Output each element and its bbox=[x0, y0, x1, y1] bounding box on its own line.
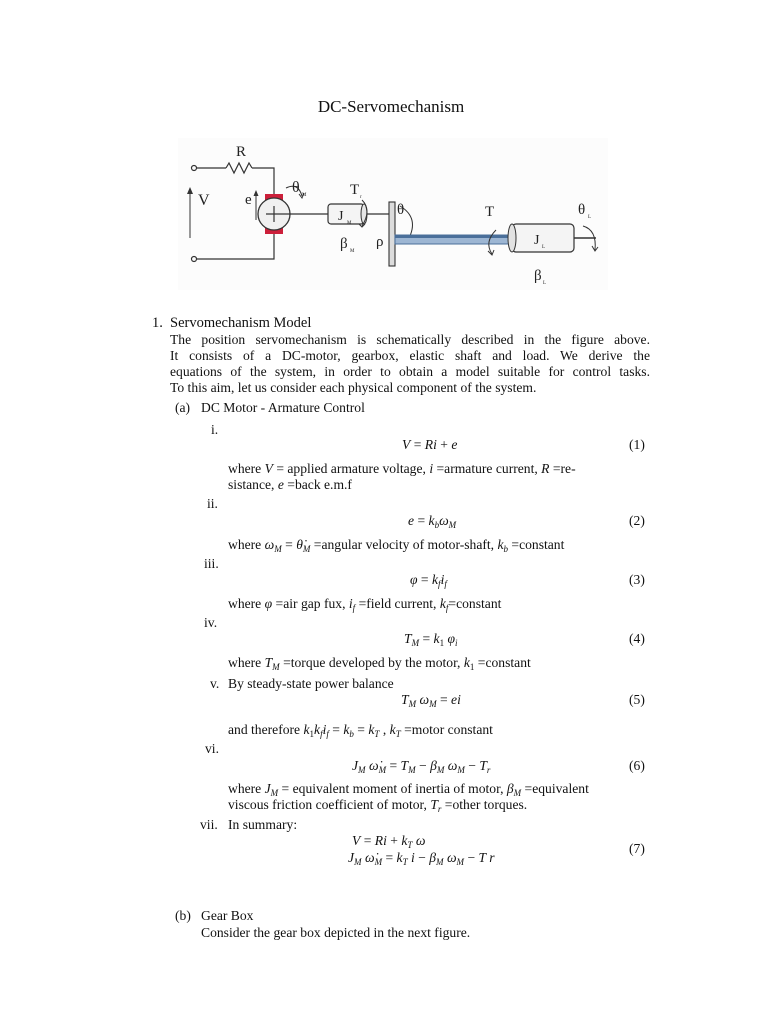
motor-inertia bbox=[328, 204, 364, 224]
item-v: v. bbox=[210, 676, 220, 691]
label-rho: ρ bbox=[376, 234, 384, 250]
label-v: V bbox=[198, 192, 210, 209]
paragraph-line-3: equations of the system, in order to obtain a model suitable for control tasks. bbox=[170, 364, 650, 379]
equation-7a: $V = Ri + k_T$ ω bbox=[352, 833, 426, 850]
eq1-where-line-2: sistance, e =back e.m.f bbox=[228, 477, 352, 492]
equation-number-6: (6) bbox=[629, 758, 645, 773]
svg-text:M: M bbox=[350, 249, 355, 254]
label-theta-m: θ bbox=[292, 179, 300, 196]
svg-text:M: M bbox=[347, 221, 352, 226]
equation-1: V = Ri + e bbox=[402, 437, 458, 452]
subsection-a-title: DC Motor - Armature Control bbox=[201, 400, 365, 415]
subsection-b-title: Gear Box bbox=[201, 908, 254, 923]
svg-text:L: L bbox=[542, 245, 546, 250]
equation-number-7: (7) bbox=[629, 841, 645, 856]
equation-7b: $J_M$ $\omegȧ_M = k_T$ $i - \beta_M$ $\omega_M - T$ r bbox=[348, 850, 495, 867]
svg-text:M: M bbox=[302, 193, 307, 198]
paragraph-line-4: To this aim, let us consider each physical component of the system. bbox=[170, 380, 537, 395]
eq2-where: where $\omega_M$ = $\thetȧ_M$ =angular velocity of motor-shaft, $k_b$ =constant bbox=[228, 537, 565, 554]
equation-5: $T_M$ $\omega_M$ = ei bbox=[401, 692, 461, 709]
label-r: R bbox=[236, 144, 247, 160]
equation-number-5: (5) bbox=[629, 692, 645, 707]
equation-number-2: (2) bbox=[629, 513, 645, 528]
label-e: e bbox=[245, 192, 252, 208]
label-beta-m: β bbox=[340, 236, 348, 252]
equation-number-3: (3) bbox=[629, 572, 645, 587]
item-vii-text: In summary: bbox=[228, 817, 298, 832]
subsection-a-label: (a) bbox=[175, 400, 191, 415]
label-jl: J bbox=[534, 233, 540, 248]
item-ii: ii. bbox=[207, 496, 218, 511]
gear-plate bbox=[389, 202, 395, 266]
section-heading: Servomechanism Model bbox=[170, 315, 312, 331]
equation-3: $\varphi = k_fi_f$ bbox=[410, 572, 447, 589]
item-vi: vi. bbox=[205, 741, 219, 756]
equation-2: $e = k_b\omega_M$ bbox=[408, 513, 457, 530]
svg-text:L: L bbox=[543, 281, 547, 286]
page-title: DC-Servomechanism bbox=[317, 97, 465, 116]
svg-text:L: L bbox=[588, 215, 592, 220]
eq6-where-line-1: where $J_M$ = equivalent moment of inertia of motor, $\beta_M$ =equivalent bbox=[228, 781, 589, 798]
item-vii: vii. bbox=[200, 817, 218, 832]
servomechanism-figure bbox=[178, 138, 608, 290]
label-beta-l: β bbox=[534, 268, 542, 284]
subsection-b-label: (b) bbox=[175, 908, 191, 923]
eq6-where-line-2: viscous friction coefficient of motor, $T_r$ =other torques. bbox=[228, 797, 528, 814]
equation-number-4: (4) bbox=[629, 631, 645, 646]
paragraph-line-2: It consists of a DC-motor, gearbox, elastic shaft and load. We derive the bbox=[170, 348, 650, 363]
eq4-where: where $T_M$ =torque developed by the motor, $k_1$ =constant bbox=[228, 655, 531, 672]
label-tr: T bbox=[350, 182, 360, 198]
item-iii: iii. bbox=[204, 556, 219, 571]
label-jm: J bbox=[338, 209, 344, 224]
item-v-text: By steady-state power balance bbox=[228, 676, 394, 691]
equation-4: $T_M = k_1$ $\varphi_i$ bbox=[404, 631, 458, 648]
label-theta: θ bbox=[397, 202, 405, 218]
item-i: i. bbox=[211, 422, 219, 437]
label-theta-l: θ bbox=[578, 202, 586, 218]
eq5-therefore: and therefore $k_1k_fi_f = k_b = k_T$ , $k_T$ =motor constant bbox=[228, 722, 493, 739]
eq1-where-line-1: where V = applied armature voltage, i =armature current, R =re- bbox=[228, 461, 576, 476]
paragraph-line-1: The position servomechanism is schematically described in the figure above. bbox=[170, 332, 650, 347]
svg-text:r: r bbox=[360, 195, 362, 200]
section-number: 1. bbox=[152, 315, 163, 331]
equation-6: $J_M$ $\omegȧ_M = T_M - \beta_M$ $\omega_M - T_r$ bbox=[352, 758, 491, 775]
label-t: T bbox=[485, 204, 495, 220]
item-iv: iv. bbox=[204, 615, 218, 630]
equation-number-1: (1) bbox=[629, 437, 645, 452]
eq3-where: where φ =air gap fux, $i_f$ =field current, $k_f=constant$ bbox=[228, 596, 502, 613]
subsection-b-text: Consider the gear box depicted in the next figure. bbox=[201, 925, 471, 940]
